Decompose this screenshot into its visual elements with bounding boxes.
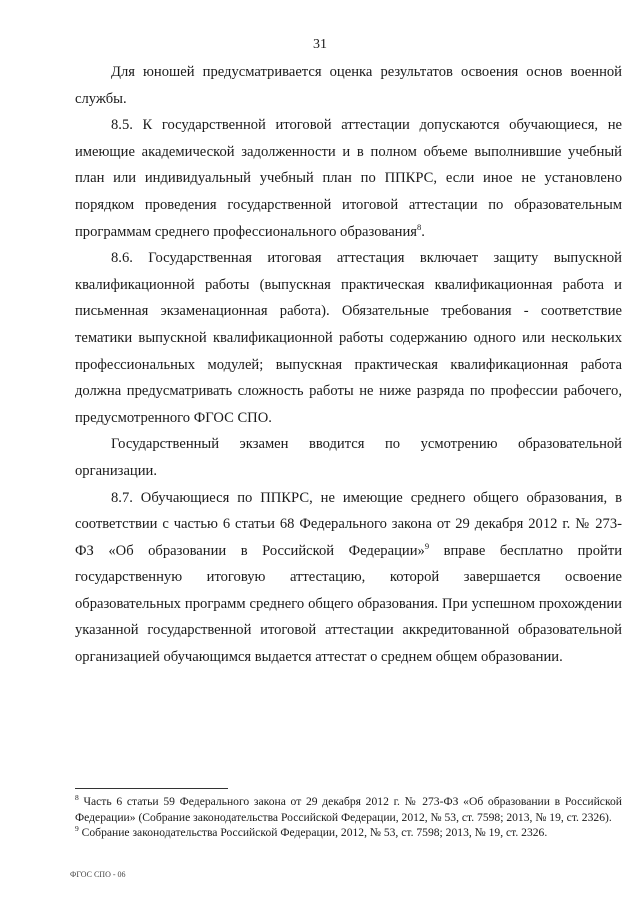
- footnote-ref-8[interactable]: 8: [417, 221, 422, 232]
- paragraph-8-6: 8.6. Государственная итоговая аттестация включает защиту выпускной квалификационной работы (выпускная практическая квалификационная работа и письменная экзаменационная работа). Обязательные требования - соответствие тематики выпускной квалификационной работы содержанию одного или нескольких профессиональных модулей; выпускная практическая квалификационная работа должна предусматривать сложность работы не ниже разряда по профессии рабочего, предусмотренного ФГОС СПО.: [75, 250, 622, 426]
- document-stamp: ФГОС СПО - 06: [70, 870, 126, 879]
- body-text: [75, 59, 622, 671]
- paragraph-8-7: 8.7. Обучающиеся по ППКРС, не имеющие среднего общего образования, в соответствии с частью 6 статьи 68 Федерального закона от 29 декабря 2012 г. № 273-ФЗ «Об образовании в Российской Федерации»$^9$ вправе бесплатно пройти государственную итоговую аттестацию, которой завершается освоение образовательных программ среднего общего образования. При успешном прохождении указанной государственной итоговой аттестации аккредитованной образовательной организацией обучающимся выдается аттестат о среднем общем образовании.: [75, 489, 623, 666]
- paragraph-military-service: Для юношей предусматривается оценка результатов освоения основ военной службы.: [75, 64, 622, 107]
- page-number: 31: [313, 37, 327, 52]
- paragraph-state-exam: Государственный экзамен вводится по усмотрению образовательной организации.: [75, 436, 622, 479]
- paragraph-8-5: 8.5. К государственной итоговой аттестации допускаются обучающиеся, не имеющие академической задолженности и в полном объеме выполнившие учебный план или индивидуальный учебный план по ППКРС, если иное не установлено порядком проведения государственной итоговой аттестации по образовательным программам среднего профессионального образования$^8$.: [75, 117, 622, 240]
- footnote-mark-8: 8: [75, 793, 79, 802]
- footnote-9: $^9$ Собрание законодательства Российской Федерации, 2012, № 53, ст. 7598; 2013, № 19, ст. 2326.: [75, 824, 548, 839]
- footnote-ref-9[interactable]: 9: [424, 540, 430, 551]
- footnote-divider: [75, 788, 228, 789]
- footnotes: [75, 794, 622, 841]
- footnote-8: $^8$ Часть 6 статьи 59 Федерального закона от 29 декабря 2012 г. № 273-ФЗ «Об образовании в Российской Федерации» (Собрание законодательства Российской Федерации, 2012, № 53, ст. 7598; 2013, № 19, ст. 2326).: [75, 793, 622, 824]
- footnote-mark-9: 9: [75, 824, 79, 833]
